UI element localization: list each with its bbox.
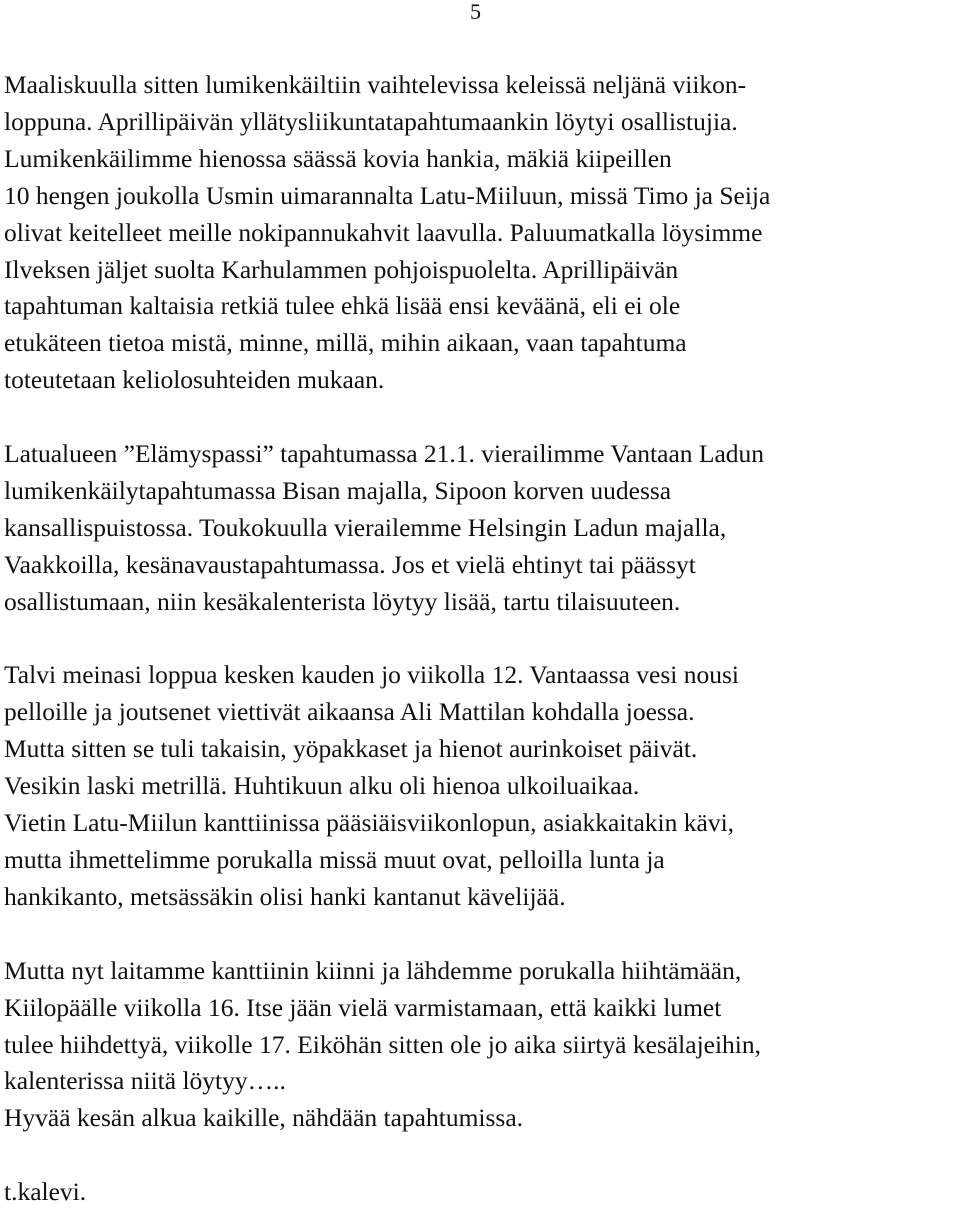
paragraph-gap — [4, 399, 954, 436]
text-line: lumikenkäilytapahtumassa Bisan majalla, Sipoon korven uudessa — [4, 475, 672, 505]
text-line: loppuna. Aprillipäivän yllätysliikuntatapahtumaankin löytyi osallistujia. — [4, 106, 738, 136]
text-line: pelloille ja joutsenet viettivät aikaansa Ali Mattilan kohdalla joessa. — [4, 697, 695, 727]
signature-text: t.kalevi. — [4, 1177, 87, 1207]
paragraph-gap — [4, 916, 954, 953]
paragraph-closing — [4, 953, 954, 1138]
paragraph-elamyspassi — [4, 436, 954, 621]
paragraph-gap — [4, 621, 954, 658]
page-number: 5 — [470, 0, 481, 24]
text-line: Kiilopäälle viikolla 16. Itse jään vielä varmistamaan, että kaikki lumet — [4, 992, 722, 1022]
text-line: Vesikin laski metrillä. Huhtikuun alku oli hienoa ulkoiluaikaa. — [4, 771, 640, 801]
text-line: kalenterissa niitä löytyy….. — [4, 1066, 286, 1096]
text-line: kansallispuistossa. Toukokuulla vierailemme Helsingin Ladun majalla, — [4, 512, 727, 542]
text-line: Vietin Latu-Miilun kanttiinissa pääsiäisviikonlopun, asiakkaitakin kävi, — [4, 808, 735, 838]
text-line: Talvi meinasi loppua kesken kauden jo viikolla 12. Vantaassa vesi nousi — [4, 660, 739, 690]
text-line: tulee hiihdettyä, viikolle 17. Eiköhän sitten ole jo aika siirtyä kesälajeihin, — [4, 1029, 762, 1059]
text-line: Maaliskuulla sitten lumikenkäiltiin vaihtelevissa keleissä neljänä viikon- — [4, 70, 747, 99]
document-body — [4, 67, 954, 1211]
text-line: olivat keitelleet meille nokipannukahvit laavulla. Paluumatkalla löysimme — [4, 217, 763, 247]
paragraph-snowshoeing — [4, 67, 954, 399]
text-line: 10 hengen joukolla Usmin uimarannalta Latu-Miiluun, missä Timo ja Seija — [4, 180, 771, 210]
text-line: etukäteen tietoa mistä, minne, millä, mihin aikaan, vaan tapahtuma — [4, 328, 687, 358]
text-line: osallistumaan, niin kesäkalenterista löytyy lisää, tartu tilaisuuteen. — [4, 586, 681, 616]
text-line: Ilveksen jäljet suolta Karhulammen pohjoispuolelta. Aprillipäivän — [4, 254, 679, 284]
text-line: Mutta sitten se tuli takaisin, yöpakkaset ja hienot aurinkoiset päivät. — [4, 734, 698, 764]
paragraph-winter-ending — [4, 657, 954, 915]
text-line: Mutta nyt laitamme kanttiinin kiinni ja lähdemme porukalla hiihtämään, — [4, 955, 742, 985]
text-line: Latualueen ”Elämyspassi” tapahtumassa 21.1. vierailimme Vantaan Ladun — [4, 439, 765, 469]
text-line: hankikanto, metsässäkin olisi hanki kantanut kävelijää. — [4, 881, 566, 911]
text-line: Vaakkoilla, kesänavaustapahtumassa. Jos et vielä ehtinyt tai päässyt — [4, 549, 696, 579]
text-line: Lumikenkäilimme hienossa säässä kovia hankia, mäkiä kiipeillen — [4, 143, 672, 173]
paragraph-gap — [4, 1137, 954, 1174]
text-line: mutta ihmettelimme porukalla missä muut ovat, pelloilla lunta ja — [4, 845, 665, 874]
signature — [4, 1174, 954, 1211]
text-line: Hyvää kesän alkua kaikille, nähdään tapahtumissa. — [4, 1103, 524, 1133]
text-line: tapahtuman kaltaisia retkiä tulee ehkä lisää ensi keväänä, eli ei ole — [4, 291, 681, 321]
text-line: toteutetaan keliolosuhteiden mukaan. — [4, 365, 385, 395]
